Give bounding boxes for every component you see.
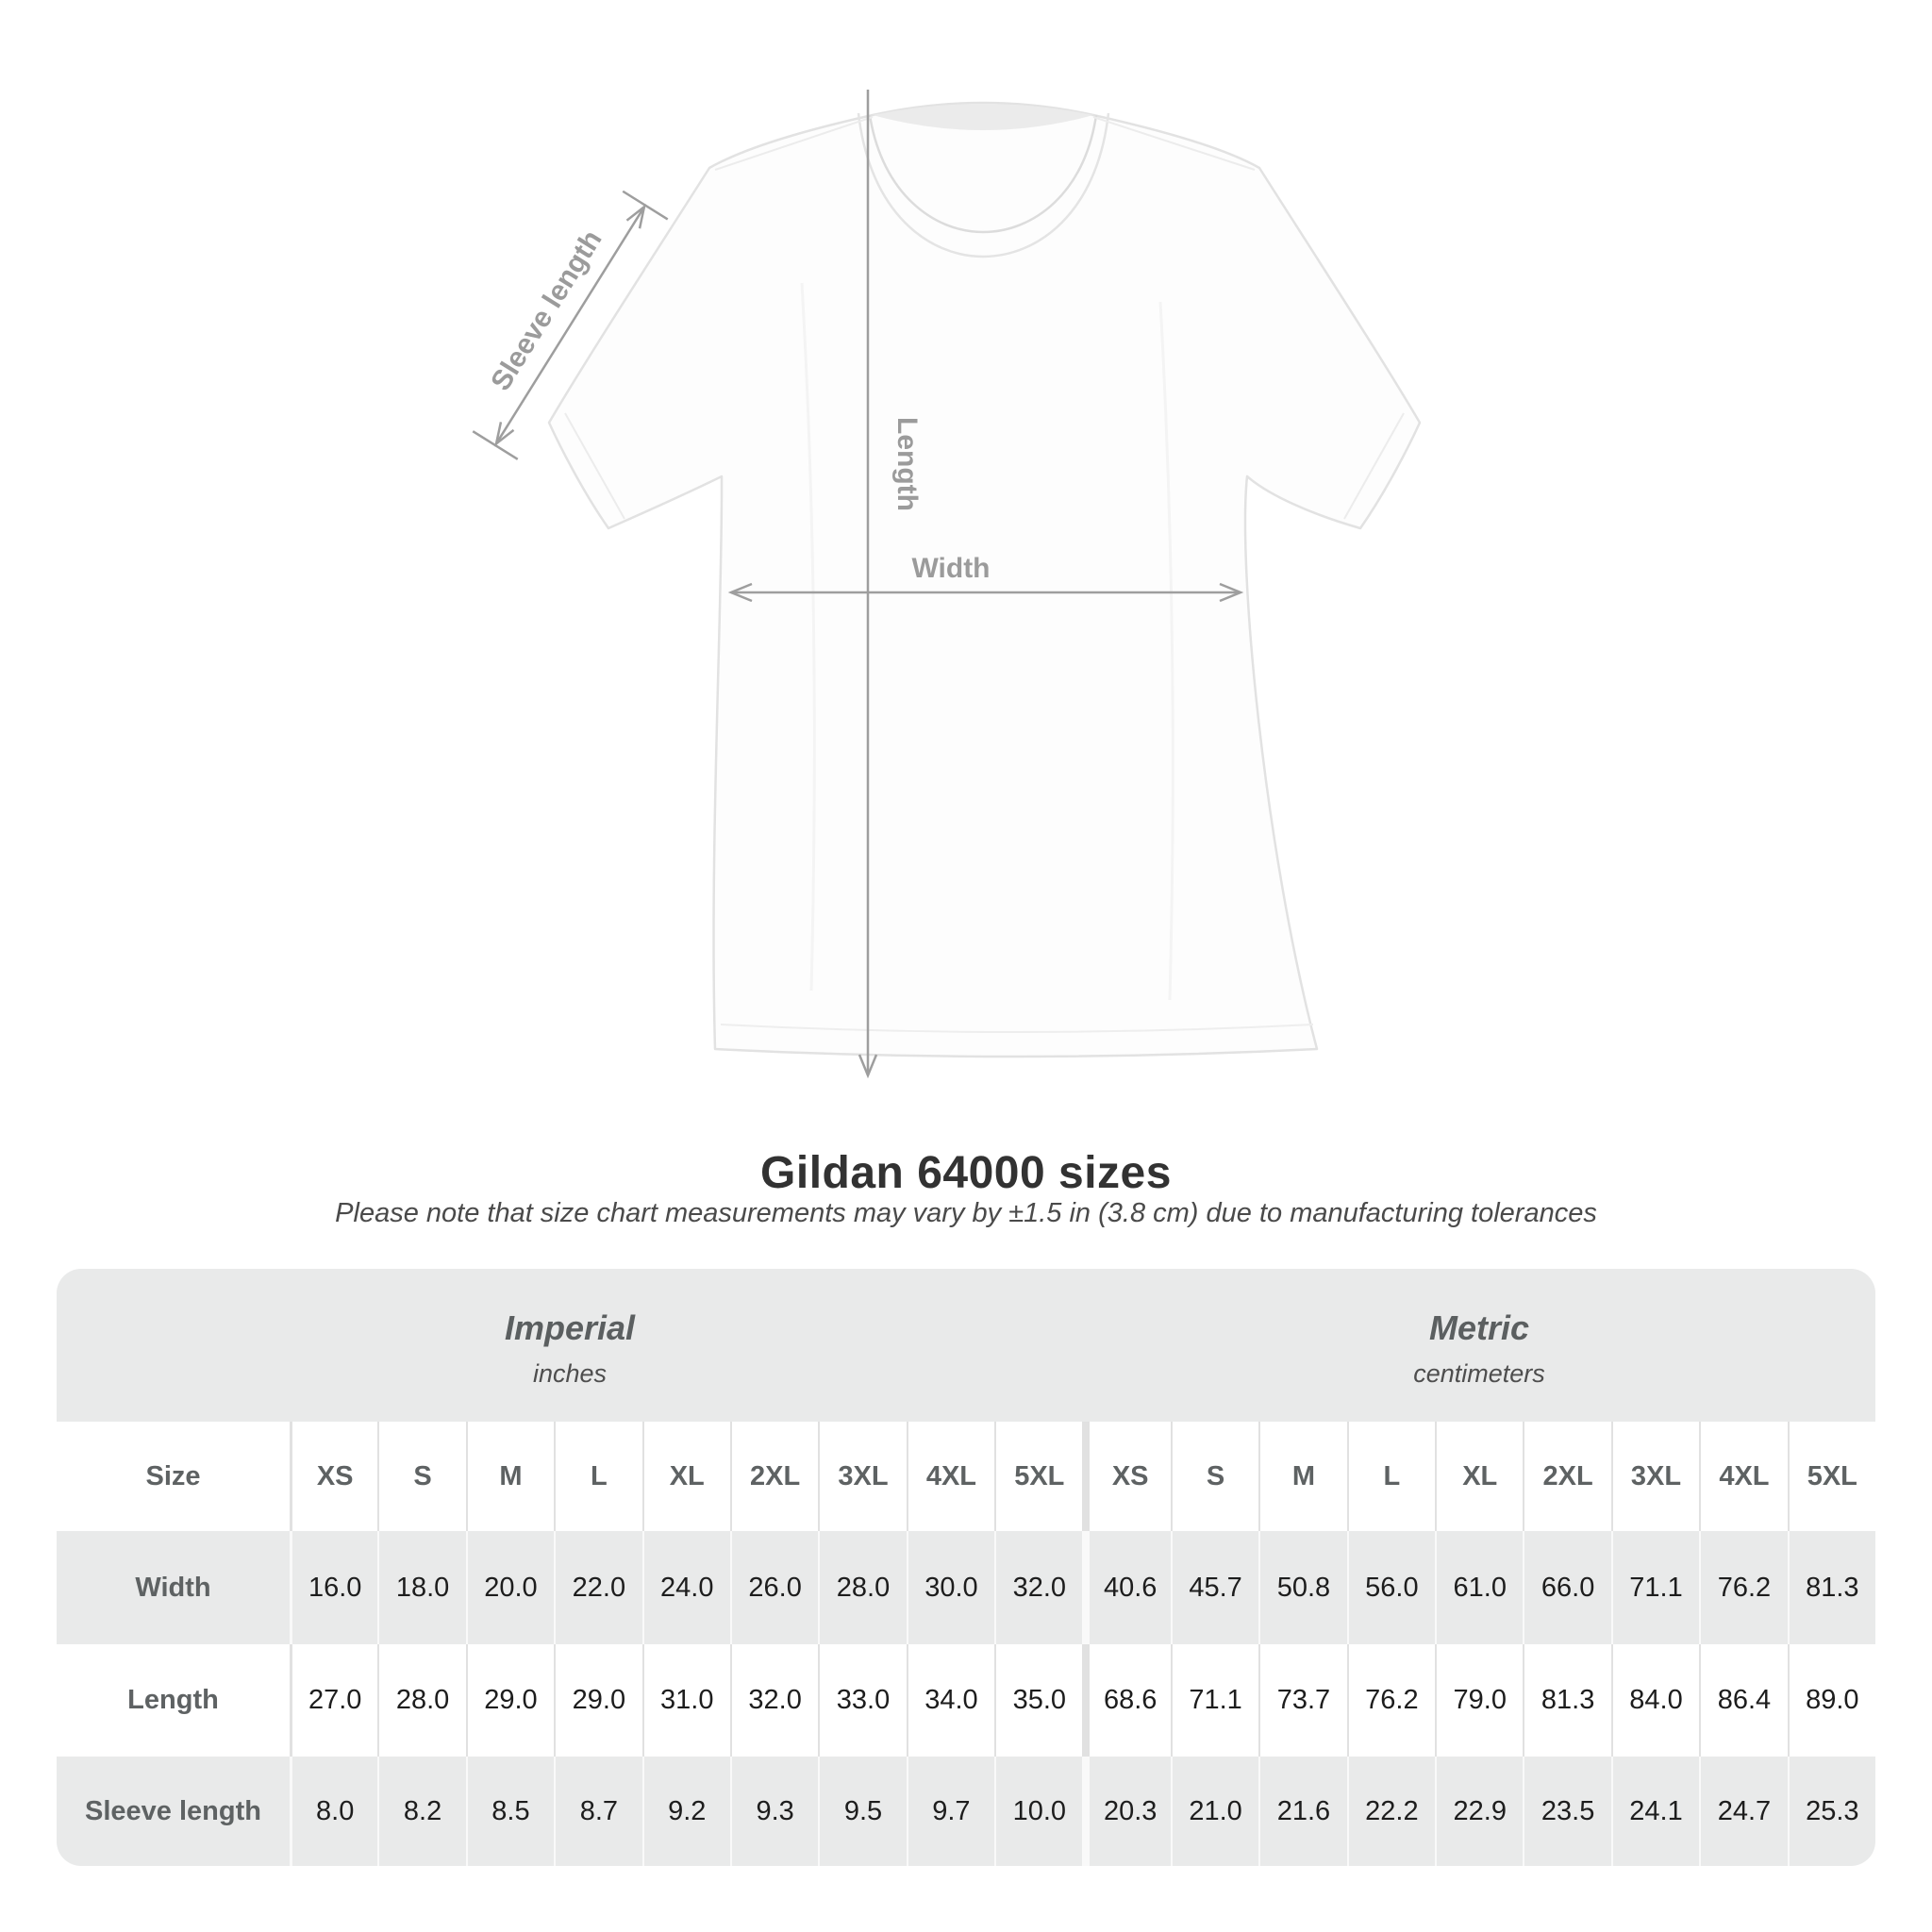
size-table (57, 1269, 1875, 1866)
size-header: 5XL (994, 1422, 1082, 1531)
table-cell: 21.0 (1171, 1757, 1258, 1866)
size-header: 4XL (907, 1422, 994, 1531)
extension-tick-start (473, 431, 517, 459)
sleeve-length-label: Sleeve length (485, 225, 608, 396)
size-header: 2XL (730, 1422, 818, 1531)
table-cell: 27.0 (290, 1644, 377, 1757)
size-header: 4XL (1699, 1422, 1787, 1531)
page-title: Gildan 64000 sizes (760, 1148, 1172, 1198)
table-cell: 68.6 (1082, 1644, 1170, 1757)
row-label-width: Width (135, 1572, 211, 1603)
table-cell: 76.2 (1699, 1531, 1787, 1644)
table-cell: 35.0 (994, 1644, 1082, 1757)
table-cell: 89.0 (1788, 1644, 1875, 1757)
table-cell: 10.0 (994, 1757, 1082, 1866)
table-cell: 34.0 (907, 1644, 994, 1757)
table-cell: 9.2 (642, 1757, 730, 1866)
table-cell: 73.7 (1258, 1644, 1346, 1757)
table-cell: 8.0 (290, 1757, 377, 1866)
imperial-title: Imperial (504, 1307, 636, 1347)
table-cell: 32.0 (994, 1531, 1082, 1644)
table-cell: 9.7 (907, 1757, 994, 1866)
table-cell: 25.3 (1788, 1757, 1875, 1866)
table-cell: 45.7 (1171, 1531, 1258, 1644)
table-cell: 21.6 (1258, 1757, 1346, 1866)
length-label: Length (891, 417, 923, 511)
table-cell: 23.5 (1523, 1757, 1610, 1866)
table-cell: 18.0 (377, 1531, 465, 1644)
metric-header (1083, 1269, 1875, 1422)
table-cell: 16.0 (290, 1531, 377, 1644)
table-cell: 8.7 (554, 1757, 641, 1866)
size-header: M (1258, 1422, 1346, 1531)
table-row-sleeve-length (57, 1757, 1875, 1866)
size-header: 3XL (1611, 1422, 1699, 1531)
table-cell: 81.3 (1788, 1531, 1875, 1644)
table-cell: 61.0 (1435, 1531, 1523, 1644)
row-label-length: Length (127, 1685, 219, 1715)
table-cell: 8.5 (466, 1757, 554, 1866)
size-header: XL (642, 1422, 730, 1531)
page-subtitle: Please note that size chart measurements may vary by ±1.5 in (3.8 cm) due to manufacturing tolerances (335, 1198, 1597, 1228)
size-header: XL (1435, 1422, 1523, 1531)
size-header: L (554, 1422, 641, 1531)
table-cell: 71.1 (1171, 1644, 1258, 1757)
table-row-length (57, 1644, 1875, 1757)
table-cell: 24.1 (1611, 1757, 1699, 1866)
table-cell: 56.0 (1347, 1531, 1435, 1644)
size-header: 5XL (1788, 1422, 1875, 1531)
table-cell: 30.0 (907, 1531, 994, 1644)
table-cell: 29.0 (466, 1644, 554, 1757)
size-header: S (377, 1422, 465, 1531)
table-cell: 86.4 (1699, 1644, 1787, 1757)
table-cell: 32.0 (730, 1644, 818, 1757)
table-cell: 22.0 (554, 1531, 641, 1644)
table-cell: 84.0 (1611, 1644, 1699, 1757)
table-cell: 24.7 (1699, 1757, 1787, 1866)
extension-tick-end (623, 192, 667, 220)
table-cell: 40.6 (1082, 1531, 1170, 1644)
table-cell: 79.0 (1435, 1644, 1523, 1757)
table-cell: 26.0 (730, 1531, 818, 1644)
table-cell: 76.2 (1347, 1644, 1435, 1757)
imperial-header (57, 1269, 1083, 1422)
table-cell: 22.9 (1435, 1757, 1523, 1866)
size-header: XS (290, 1422, 377, 1531)
table-cell: 66.0 (1523, 1531, 1610, 1644)
table-cell: 28.0 (377, 1644, 465, 1757)
table-cell: 50.8 (1258, 1531, 1346, 1644)
table-cell: 33.0 (818, 1644, 906, 1757)
table-cell: 31.0 (642, 1644, 730, 1757)
row-label-sleeve-length: Sleeve length (85, 1795, 261, 1826)
size-header: L (1347, 1422, 1435, 1531)
size-header-row (57, 1422, 1875, 1531)
size-header: M (466, 1422, 554, 1531)
table-cell: 24.0 (642, 1531, 730, 1644)
table-cell: 71.1 (1611, 1531, 1699, 1644)
size-column-label: Size (145, 1460, 201, 1491)
table-cell: 28.0 (818, 1531, 906, 1644)
width-label: Width (911, 553, 991, 584)
size-header: 2XL (1523, 1422, 1610, 1531)
table-cell: 22.2 (1347, 1757, 1435, 1866)
table-cell: 9.5 (818, 1757, 906, 1866)
table-cell: 29.0 (554, 1644, 641, 1757)
table-cell: 20.0 (466, 1531, 554, 1644)
metric-title: Metric (1428, 1307, 1530, 1347)
imperial-unit: inches (532, 1358, 608, 1388)
table-row-width (57, 1531, 1875, 1644)
unit-system-header (57, 1269, 1875, 1422)
table-cell: 20.3 (1082, 1757, 1170, 1866)
table-cell: 8.2 (377, 1757, 465, 1866)
table-cell: 9.3 (730, 1757, 818, 1866)
metric-unit: centimeters (1413, 1358, 1545, 1388)
size-header: XS (1082, 1422, 1170, 1531)
size-header: 3XL (818, 1422, 906, 1531)
size-header: S (1171, 1422, 1258, 1531)
table-cell: 81.3 (1523, 1644, 1610, 1757)
